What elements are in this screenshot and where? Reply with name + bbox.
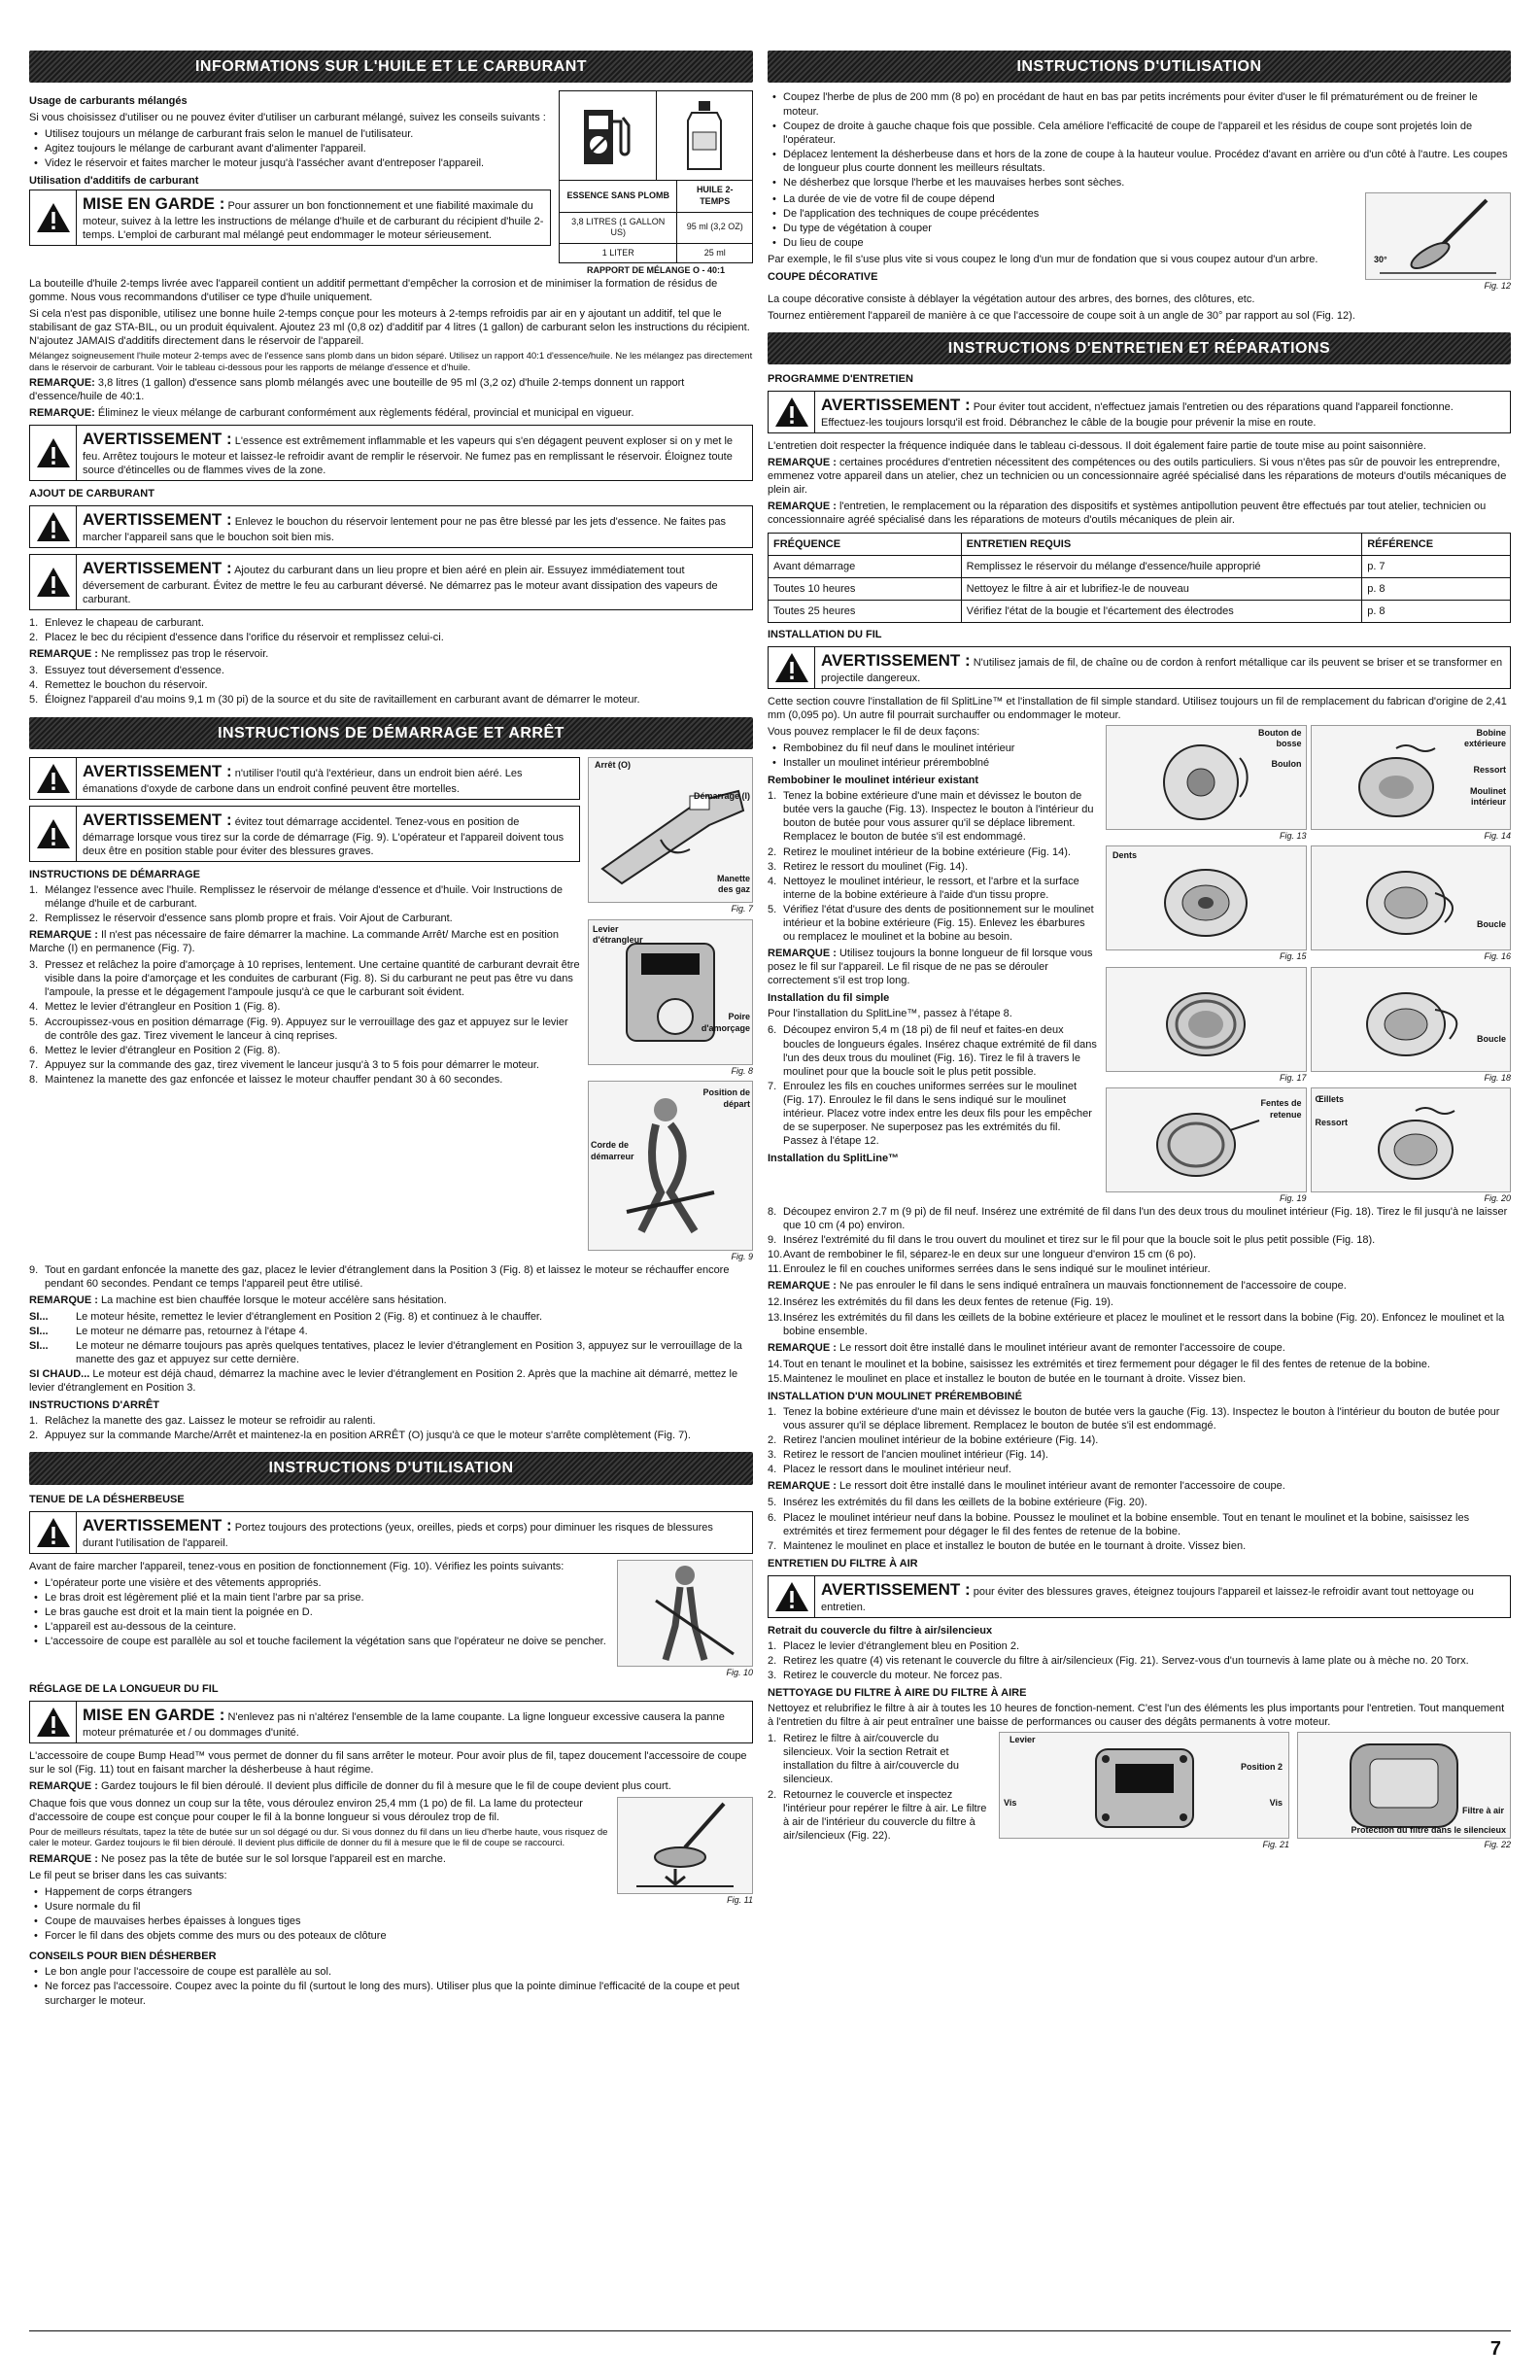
mix-intro: Si vous choisissez d'utiliser ou ne pouvez éviter d'utiliser un carburant mélangé, suivez les conseils suivants : [29,111,546,123]
start-figures: Arrêt (O) Démarrage (I) Manette des gaz Fig. 7 Levier d'étrangleur Poire d'amorçage Fig. 8 Position de départ Corde de démarreur Fig. 9 [588,757,753,1263]
mix-bullets [29,127,551,170]
warning-box: AVERTISSEMENT : N'utilisez jamais de fil, de chaîne ou de cordon à renfort métallique car ils peuvent se briser et se transformer en projectile dangereux. [768,646,1511,689]
install-bullets [768,742,1098,770]
list-item: • Coupez de droite à gauche chaque fois que possible. Cela améliore l'efficacité de coupe de l'appareil et les résidus de coupe sont projetés loin de l'opérateur. [768,120,1511,147]
fig16: Boucle Fig. 16 [1311,845,1512,963]
list-item: 5. Vérifiez l'état d'usure des dents de positionnement sur le moulinet intérieur et la bobine extérieure (Fig. 15). Enlevez les ébarbures ou remplacez le moulinet et la bobine au besoin. [768,903,1094,943]
line-section: Chaque fois que vous donnez un coup sur la tête, vous déroulez environ 25,4 mm (1 po) de fil. La lame du protecteur d'accessoire de coupe est conçue pour couper le fil à la bonne longueur si vous déroulez trop de fil. Pour de meilleurs résultats, tapez la tête de butée sur un sol dégagé ou dur. Si vous donnez du fil dans un lieu d'herbe haute, vous risquez de caler le moteur. Gardez toujours le fil bien déroulé. Il devient plus difficile de donner du fil à mesure que le fil de coupe se raccourci. REMARQUE : Ne posez pas la tête de butée sur le sol lorsque l'appareil est en marche. Le fil peut se briser dans les cas suivants: • Happement de corps étrangers • Usure normale du fil • Coupe de mauvaises herbes épaisses à longues tiges • Forcer le fil dans des objets comme des murs ou des poteaux de clôture Fig. 11 [29,1797,753,1947]
stop-title: INSTRUCTIONS D'ARRÊT [29,1399,160,1412]
fig7-handle-diagram: Arrêt (O) Démarrage (I) Manette des gaz [588,757,753,903]
fig10-operator: Fig. 10 [617,1560,753,1679]
list-item: 2. Appuyez sur la commande Marche/Arrêt et maintenez-la en position ARRÊT (O) jusqu'à ce que le moteur s'arrête complètement (Fig. 7). [29,1430,691,1442]
use-banner-left: INSTRUCTIONS D'UTILISATION [29,1452,753,1484]
simple-title: Installation du fil simple [768,992,890,1005]
start-banner: INSTRUCTIONS DE DÉMARRAGE ET ARRÊT [29,717,753,749]
list-item: 4. Mettez le levier d'étrangleur en Position 1 (Fig. 8). [29,1001,281,1014]
caution-box [29,190,551,246]
rewind-steps [768,789,1098,944]
warning-box: AVERTISSEMENT : n'utiliser l'outil qu'à l'extérieur, dans un endroit bien aéré. Les émanations d'oxyde de carbone dans un endroit confiné peuvent être mortelles. [29,757,580,800]
remark: REMARQUE : Gardez toujours le fil bien déroulé. Il devient plus difficile de donner du fil à mesure que le fil de coupe devient plus court. [29,1780,671,1793]
use-banner-right: INSTRUCTIONS D'UTILISATION [768,51,1511,83]
page-number: 7 [1489,2338,1501,2361]
spool-figures [1106,725,1511,1205]
split-steps-final [768,1358,1511,1386]
table-row: Toutes 10 heures Nettoyez le filtre à air et lubrifiez-le de nouveau p. 8 [769,577,1511,600]
remark: REMARQUE : Il n'est pas nécessaire de faire démarrer la machine. La commande Arrêt/ Marche est en position Marche (I) en permanence (Fig. 7). [29,929,560,955]
maintenance-table [768,533,1511,623]
if-row: SI... Le moteur ne démarre toujours pas après quelques tentatives, placez le levier d'étranglement en Position 3, appuyez sur le verrouillage de la manette des gaz et appuyez sur cette dernière. [29,1339,742,1366]
if-row: SI... Le moteur hésite, remettez le levier d'étranglement en Position 2 (Fig. 8) et continuez à le chauffer. [29,1310,543,1323]
prewound-steps-cont [768,1496,1511,1552]
hold-section: Avant de faire marcher l'appareil, tenez-vous en position de fonctionnement (Fig. 10). Vérifiez les points suivants: • L'opérateur porte une visière et des vêtements appropriés. • Le bras droit est légèrement plié et la main tient l'arbre par sa prise. • Le bras gauche est droit et la main tient la poignée en D. • L'appareil est au-dessous de la ceinture. • L'accessoire de coupe est parallèle au sol et touche facilement la végétation sans que l'opérateur ne doive se pencher. Fig. 10 [29,1560,753,1679]
warning-triangle-icon [769,1576,815,1617]
fig22: Filtre à air Protection du filtre dans le silencieux Fig. 22 [1297,1732,1511,1851]
list-item: • Coupez l'herbe de plus de 200 mm (8 po) en procédant de haut en bas par petits incréments pour éviter d'user le fil prématurément ou de freiner le moteur. [768,90,1511,118]
filter-title: ENTRETIEN DU FILTRE À AIR [768,1557,918,1569]
list-item: • Du lieu de coupe [768,236,1357,250]
start-title: INSTRUCTIONS DE DÉMARRAGE [29,868,201,880]
remark: REMARQUE: Éliminez le vieux mélange de carburant conformément aux règlements fédéral, provincial et municipal en vigueur. [29,407,634,420]
list-item: • Utilisez toujours un mélange de carburant frais selon le manuel de l'utilisateur. [29,127,551,141]
maint-banner: INSTRUCTIONS D'ENTRETIEN ET RÉPARATIONS [768,332,1511,364]
left-column: INFORMATIONS SUR L'HUILE ET LE CARBURANT Usage de carburants mélangés Si vous choisissez d'utiliser ou ne pouvez éviter d'utiliser un carburant mélangé, suivez les conseils suivants : • Utilisez toujours un mélange de carburant frais selon le manuel de l'utilisateur. • Agitez toujours le mélange de carburant avant d'alimenter l'appareil. • Videz le réservoir et faites marcher le moteur jusqu'à l'assécher avant d'entreposer l'appareil. Utilisation d'additifs de carburant MISE EN GARDE : Pour assurer un bon fonctionnement et une fiabilité maximale du moteur, suivez à la lettre les instructions de mélange d'huile et de carburant du récipient d'huile 2-temps. L'emploi de carburant mal mélangé peut endommager le moteur sérieusement. ESSENCE SANS PLOMB HUILE 2-TEMPS 3,8 LITRES (1 GALLON US) 95 ml (3,2 OZ) 1 LITER 25 ml RAPPORT DE MÉLANGE O - 40:1 La bouteille d'huile 2-temps livrée avec l'appareil contient un additif permettant d'empêcher la corrosion et de minimiser la formation de résidus de gomme. Nous vous recommandons d'utiliser ce type d'huile uniquement. Si cela n'est pas disponible, utilisez une bonne huile 2-temps conçue pour les moteurs à 2-temps refroidis par air en y ajoutant un additif, tel que le stabilisant de gaz STA-BIL, ou un produit équivalent. Ajoutez 23 ml (0,8 oz) d'additif par 4 litres (1 gallon) de carburant selon les instructions du récipient. N'ajoutez JAMAIS d'additifs directement dans le réservoir de l'appareil. Mélangez soigneusement l'huile moteur 2-temps avec de l'essence sans plomb dans un bidon séparé. Utilisez un rapport 40:1 d'essence/huile. Ne les mélangez pas directement dans le réservoir de carburant. Voir le tableau ci-dessous pour les rapports de mélange d'essence et d'huile. REMARQUE: 3,8 litres (1 gallon) d'essence sans plomb mélangés avec une bouteille de 95 ml (3,2 oz) d'huile 2-temps donnent un rapport d'essence/huile de 40:1. REMARQUE: Éliminez le vieux mélange de carburant conformément aux règlements fédéral, provincial et municipal en vigueur. AVERTISSEMENT : L'essence est extrêmement inflammable et les vapeurs qui s'en dégagent peuvent exploser si on y met le feu. Arrêtez toujours le moteur et laissez-le refroidir avant de remplir le réservoir. Ne fumez pas en remplissant le réservoir. Éloignez toute source d'étincelles ou de flammes vives de la zone. AJOUT DE CARBURANT AVERTISSEMENT : Enlevez le bouchon du réservoir lentement pour ne pas être blessé par les jets d'essence. Ne faites pas marcher l'appareil sans que le bouchon soit bien mis. AVERTISSEMENT : Ajoutez du carburant dans un lieu propre et bien aéré en plein air. Essuyez immédiatement tout déversement de carburant. Évitez de mettre le feu au carburant déversé. Ne démarrez pas le moteur avant dissipation des vapeurs de carburant. 1. Enlevez le chapeau de carburant. 2. Placez le bec du récipient d'essence dans l'orifice du réservoir et remplissez celui-ci. REMARQUE : Ne remplissez pas trop le réservoir. 3. Essuyez tout déversement d'essence. 4. Remettez le bouchon du réservoir. 5. Éloignez l'appareil d'au moins 9,1 m (30 pi) de la source et du site de ravitaillement en carburant avant de démarrer le moteur. INSTRUCTIONS DE DÉMARRAGE ET ARRÊT AVERTISSEMENT : n'utiliser l'outil qu'à l'extérieur, dans un endroit bien aéré. Les émanations d'oxyde de carbone dans un endroit confiné peuvent être mortelles. AVERTISSEMENT : évitez tout démarrage accidentel. Tenez-vous en position de démarrage lorsque vous tirez sur la corde de démarrage (Fig. 9). L'opérateur et l'appareil doivent tous deux être en position stable pour éviter des blessures graves. INSTRUCTIONS DE DÉMARRAGE 1. Mélangez l'essence avec l'huile. Remplissez le réservoir de mélange d'essence et d'huile. Voir Instructions de mélange d'huile et de carburant. 2. Remplissez le réservoir d'essence sans plomb propre et frais. Voir Ajout de Carburant. REMARQUE : Il n'est pas nécessaire de faire démarrer la machine. La commande Arrêt/ Marche est en position Marche (I) en permanence (Fig. 7). 3. Pressez et relâchez la poire d'amorçage à 10 reprises, lentement. Une certaine quantité de carburant devrait être visible dans la poire d'amorçage et les conduites de carburant (Fig. 8). Si du carburant ne peut pas être vu dans l'ampoule, la presse et le dégagement l'ampoule jusqu'à ce que le carburant soit évident. 4. Mettez le levier d'étrangleur en Position 1 (Fig. 8). 5. Accroupissez-vous en position démarrage (Fig. 9). Appuyez sur le verrouillage des gaz et appuyez sur le levier de contrôle des gaz. Tirez vivement le lanceur à cinq reprises. 6. Mettez le levier d'étrangleur en Position 2 (Fig. 8). 7. Appuyez sur la commande des gaz, tirez vivement le lanceur jusqu'à 3 to 5 fois pour démarrer le moteur. 8. Maintenez la manette des gaz enfoncée et laissez le moteur chauffer pendant 30 à 60 secondes. Arrêt (O) Démarrage (I) Manette des gaz Fig. 7 Levier d'étrangleur Poire d'amorçage Fig. 8 Position de départ Corde de démarreur Fig. 9 9. Tout en gardant enfoncée la manette des gaz, placez le levier d'étranglement dans la Position 3 (Fig. 8) et laissez le moteur se réchauffer encore pendant 60 secondes. Pendant ce temps l'appareil peut être utilisé. REMARQUE : La machine est bien chauffée lorsque le moteur accélère sans hésitation. SI... Le moteur hésite, remettez le levier d'étranglement en Position 2 (Fig. 8) et continuez à le chauffer. SI... Le moteur ne démarre pas, retournez à l'étape 4. SI... Le moteur ne démarre toujours pas après quelques tentatives, placez le levier d'étranglement en Position 3, appuyez sur le verrouillage de la manette des gaz et appuyez sur cette dernière. SI CHAUD... Le moteur est déjà chaud, démarrez la machine avec le levier d'étranglement en Position 2. Après que la machine ait démarré, mettez le levier d'étranglement en Position 3. INSTRUCTIONS D'ARRÊT 1. Relâchez la manette des gaz. Laissez le moteur se refroidir au ralenti. 2. Appuyez sur la commande Marche/Arrêt et maintenez-la en position ARRÊT (O) jusqu'à ce que le moteur s'arrête complètement (Fig. 7). INSTRUCTIONS D'UTILISATION TENUE DE LA DÉSHERBEUSE AVERTISSEMENT : Portez toujours des protections (yeux, oreilles, pieds et corps) pour diminuer les risques de blessures durant l'utilisation de l'appareil. Avant de faire marcher l'appareil, tenez-vous en position de fonctionnement (Fig. 10). Vérifiez les points suivants: • L'opérateur porte une visière et des vêtements appropriés. • Le bras droit est légèrement plié et la main tient l'arbre par sa prise. • Le bras gauche est droit et la main tient la poignée en D. • L'appareil est au-dessous de la ceinture. • L'accessoire de coupe est parallèle au sol et touche facilement la végétation sans que l'opérateur ne doive se pencher. Fig. 10 RÉGLAGE DE LA LONGUEUR DU FIL MISE EN GARDE : N'enlevez pas ni n'altérez l'ensemble de la lame coupante. La ligne longueur excessive causera la panne moteur prématurée et / ou dommages d'unité. L'accessoire de coupe Bump Head™ vous permet de donner du fil sans arrêter le moteur. Pour avoir plus de fil, tapez doucement l'accessoire de coupe sur le sol (Fig. 11) tout en faisant marcher la désherbeuse à haut régime. REMARQUE : Gardez toujours le fil bien déroulé. Il devient plus difficile de donner du fil à mesure que le fil de coupe devient plus court. Chaque fois que vous donnez un coup sur la tête, vous déroulez environ 25,4 mm (1 po) de fil. La lame du protecteur d'accessoire de coupe est conçue pour couper le fil à la bonne longueur si vous déroulez trop de fil. Pour de meilleurs résultats, tapez la tête de butée sur un sol dégagé ou dur. Si vous donnez du fil dans un lieu d'herbe haute, vous risquez de caler le moteur. Gardez toujours le fil bien déroulé. Il devient plus difficile de donner du fil à mesure que le fil de coupe se raccourci. REMARQUE : Ne posez pas la tête de butée sur le sol lorsque l'appareil est en marche. Le fil peut se briser dans les cas suivants: • Happement de corps étrangers • Usure normale du fil • Coupe de mauvaises herbes épaisses à longues tiges • Forcer le fil dans des objets comme des murs ou des poteaux de clôture Fig. 11 CONSEILS POUR BIEN DÉSHERBER • Le bon angle pour l'accessoire de coupe est parallèle au sol. • Ne forcez pas l'accessoire. Coupez avec la pointe du fil (surtout le long des murs). Utiliser plus que la pointe diminue l'efficacité de la coupe et peut surcharger le moteur. [29,51,753,2011]
warning-box: AVERTISSEMENT : Pour éviter tout accident, n'effectuez jamais l'entretien ou des réparations quand l'appareil fonctionne. Effectuez-les toujours lorsqu'il est froid. Débranchez le câble de la bougie pour prévenir la mise en route. [768,391,1511,433]
list-item: 4. Remettez le bouchon du réservoir. [29,679,208,692]
addfuel-steps [29,616,753,644]
fuel-pump-icon [560,91,657,180]
fig14: Bobine extérieure Ressort Moulinet intérieur Fig. 14 [1311,725,1512,843]
list-item: 4. Nettoyez le moulinet intérieur, le ressort, et l'arbre et la surface interne de la bobine extérieure à l'aide d'un tissu propre. [768,875,1079,901]
tips-bullets [29,1965,753,2007]
list-item: 3. Retirez le ressort du moulinet (Fig. 14). [768,860,969,873]
list-item: 10. Avant de rembobiner le fil, séparez-le en deux sur une longueur d'environ 15 cm (6 po). [768,1249,1197,1261]
remark: REMARQUE : La machine est bien chauffée lorsque le moteur accélère sans hésitation. [29,1293,447,1306]
list-item: • Déplacez lentement la désherbeuse dans et hors de la zone de coupe à la hauteur voulue. Procédez d'avant en arrière ou d'un côté à l'autre. Les coupes de longueur plus courte donnent les meilleurs résultats. [768,148,1511,175]
caution-box: MISE EN GARDE : N'enlevez pas ni n'altérez l'ensemble de la lame coupante. La ligne longueur excessive causera la panne moteur prématurée et / ou dommages d'unité. [29,1701,753,1743]
list-item: • Ne forcez pas l'accessoire. Coupez avec la pointe du fil (surtout le long des murs). Utiliser plus que la pointe diminue l'efficacité de la coupe et peut surcharger le moteur. [29,1980,753,2007]
list-item: • Videz le réservoir et faites marcher le moteur jusqu'à l'assécher avant d'entreposer l'appareil. [29,156,551,170]
list-item: • La durée de vie de votre fil de coupe dépend [768,192,1357,206]
warning-box: AVERTISSEMENT : L'essence est extrêmement inflammable et les vapeurs qui s'en dégagent peuvent exploser si on y met le feu. Arrêtez toujours le moteur et laissez-le refroidir avant de remplir le réservoir. Ne fumez pas en remplissant le réservoir. Éloignez toute source d'étincelles ou de flammes vives de la zone. [29,425,753,481]
right-column: INSTRUCTIONS D'UTILISATION • Coupez l'herbe de plus de 200 mm (8 po) en procédant de haut en bas par petits incréments pour éviter d'user le fil prématurément ou de freiner le moteur. • Coupez de droite à gauche chaque fois que possible. Cela améliore l'efficacité de coupe de l'appareil et les résidus de coupe sont projetés loin de l'opérateur. • Déplacez lentement la désherbeuse dans et hors de la zone de coupe à la hauteur voulue. Procédez d'avant en arrière ou d'un côté à l'autre. Les coupes de longueur plus courte donnent les meilleurs résultats. • Ne désherbez que lorsque l'herbe et les mauvaises herbes sont sèches. • La durée de vie de votre fil de coupe dépend • De l'application des techniques de coupe précédentes • Du type de végétation à couper • Du lieu de coupe Par exemple, le fil s'use plus vite si vous coupez le long d'un mur de fondation que si vous coupez autour d'un arbre. COUPE DÉCORATIVE 30° Fig. 12 La coupe décorative consiste à déblayer la végétation autour des arbres, des bornes, des clôtures, etc. Tournez entièrement l'appareil de manière à ce que l'accessoire de coupe soit à un angle de 30° par rapport au sol (Fig. 12). INSTRUCTIONS D'ENTRETIEN ET RÉPARATIONS PROGRAMME D'ENTRETIEN AVERTISSEMENT : Pour éviter tout accident, n'effectuez jamais l'entretien ou des réparations quand l'appareil fonctionne. Effectuez-les toujours lorsqu'il est froid. Débranchez le câble de la bougie pour prévenir la mise en route. L'entretien doit respecter la fréquence indiquée dans le tableau ci-dessous. Il doit également faire partie de toute mise au point saisonnière. REMARQUE : certaines procédures d'entretien nécessitent des compétences ou des outils particuliers. Si vous n'êtes pas sûr de pouvoir les entreprendre, emmenez votre appareil dans un atelier, chez un technicien ou un concessionnaire agréé spécialisé dans les réparations de moteurs d'outils mécaniques de plein air. REMARQUE : l'entretien, le remplacement ou la réparation des dispositifs et systèmes antipollution peuvent être effectués par tout atelier, technicien ou concessionnaire agréé spécialisé dans les réparations de moteurs d'outils mécaniques de plein air. FRÉQUENCE ENTRETIEN REQUIS RÉFÉRENCE Avant démarrage Remplissez le réservoir du mélange d'essence/huile approprié p. 7 Toutes 10 heures Nettoyez le filtre à air et lubrifiez-le de nouveau p. 8 Toutes 25 heures Vérifiez l'état de la bougie et l'écartement des électrodes p. 8 INSTALLATION DU FIL AVERTISSEMENT : N'utilisez jamais de fil, de chaîne ou de cordon à renfort métallique car ils peuvent se briser et se transformer en projectile dangereux. Cette section couvre l'installation de fil SplitLine™ et l'installation de fil simple standard. Utilisez toujours un fil de remplacement du fabrican d'origine de 2,41 mm (0,095 po). Un autre fil pourrait surchauffer ou endommager le moteur. Vous pouvez remplacer le fil de deux façons: • Rembobinez du fil neuf dans le moulinet intérieur • Installer un moulinet intérieur préremboblné Rembobiner le moulinet intérieur existant 1. Tenez la bobine extérieure d'une main et dévissez le bouton de butée vers la gauche (Fig. 13). Inspectez le bouton à l'intérieur du bouton de butée pour vous assurer qu'il se déplace librement. Remplacez le bouton de butée s'il est endommagé. 2. Retirez le moulinet intérieur de la bobine extérieure (Fig. 14). 3. Retirez le ressort du moulinet (Fig. 14). 4. Nettoyez le moulinet intérieur, le ressort, et l'arbre et la surface interne de la bobine extérieure à l'aide d'un tissu propre. 5. Vérifiez l'état d'usure des dents de positionnement sur le moulinet intérieur et la bobine extérieure (Fig. 15). Enlevez les ébarbures ou remplacez le moulinet et la bobine au besoin. REMARQUE : Utilisez toujours la bonne longueur de fil lorsque vous posez le fil sur l'appareil. Le fil risque de ne pas se dérouler correctement s'il est trop long. Installation du fil simple Pour l'installation du SplitLine™, passez à l'étape 8. 6. Découpez environ 5,4 m (18 pi) de fil neuf et faites-en deux boucles de longueurs égales. Insérez chaque extrémité de fil dans l'un des deux trous du moulinet (Fig. 16). Tirez le fil à travers le moulinet pour que la boucle soit le plus petit possible. 7. Enroulez les fils en couches uniformes serrées sur le moulinet (Fig. 17). Enroulez le fil dans le sens indiqué sur le moulinet intérieur. Placez votre index entre les deux fils pour les empêcher de se superposer. Ne superposez pas les extrémités du fil. Passez à l'étape 12. Installation du SplitLine™ Bouton de bosse Boulon Fig. 13 Bobine extérieure Ressort Moulinet intérieur Fig. 14 Dents Fig. 15 Boucle Fig. 16 Fig. 17 Boucle Fig. 18 Fentes de retenue Fig. 19 Œillets Ressort Fig. 20 8. Découpez environ 2.7 m (9 pi) de fil neuf. Insérez une extrémité de fil dans l'un des deux trous du moulinet intérieur (Fig. 18). Tirez le fil jusqu'à ne laisser que 10 cm (4 po) environ. 9. Insérez l'extrémité du fil dans le trou ouvert du moulinet et tirez sur le fil pour que la boucle soit le plus petit possible (Fig. 18). 10. Avant de rembobiner le fil, séparez-le en deux sur une longueur d'environ 15 cm (6 po). 11. Enroulez le fil en couches uniformes serrées dans le sens indiqué sur le moulinet intérieur. REMARQUE : Ne pas enrouler le fil dans le sens indiqué entraînera un mauvais fonctionnement de l'accessoire de coupe. 12. Insérez les extrémités du fil dans les deux fentes de retenue (Fig. 19). 13. Insérez les extrémités du fil dans les œillets de la bobine extérieure et placez le moulinet et le ressort dans la bobine (Fig. 20). Enfoncez le moulinet et la bobine ensemble. REMARQUE : Le ressort doit être installé dans le moulinet intérieur avant de remonter l'accessoire de coupe. 14. Tout en tenant le moulinet et la bobine, saisissez les extrémités et tirez fermement pour dégager le fil des fentes de retenue de la bobine. 15. Maintenez le moulinet en place et installez le bouton de butée en le tournant à droite. Vissez bien. INSTALLATION D'UN MOULINET PRÉREMBOBINÉ 1. Tenez la bobine extérieure d'une main et dévissez le bouton de butée vers la gauche (Fig. 13). Inspectez le bouton à l'intérieur du bouton de butée pour vous assurer qu'il se déplace librement. Remplacez le bouton de butée s'il est endommagé. 2. Retirez l'ancien moulinet intérieur de la bobine extérieure (Fig. 14). 3. Retirez le ressort de l'ancien moulinet intérieur (Fig. 14). 4. Placez le ressort dans le moulinet intérieur neuf. REMARQUE : Le ressort doit être installé dans le moulinet intérieur avant de remonter l'accessoire de coupe. 5. Insérez les extrémités du fil dans les œillets de la bobine extérieure (Fig. 20). 6. Placez le moulinet intérieur neuf dans la bobine. Poussez le moulinet et la bobine ensemble. Tout en tenant le moulinet et la bobine, saisissez les extrémités et tirez fermement pour dégager le fil des fentes de retenue de la bobine. 7. Maintenez le moulinet en place et installez le bouton de butée en le tournant à droite. Vissez bien. ENTRETIEN DU FILTRE À AIR AVERTISSEMENT : pour éviter des blessures graves, éteignez toujours l'appareil et laissez-le refroidir avant tout nettoyage ou entretien. Retrait du couvercle du filtre à air/silencieux 1. Placez le levier d'étranglement bleu en Position 2. 2. Retirez les quatre (4) vis retenant le couvercle du filtre à air/silencieux (Fig. 21). Servez-vous d'un tournevis à lame plate ou à mèche no. 20 Torx. 3. Retirez le couvercle du moteur. Ne forcez pas. NETTOYAGE DU FILTRE À AIRE DU FILTRE À AIRE Nettoyez et relubrifiez le filtre à air à toutes les 10 heures de fonction-nement. C'est l'un des éléments les plus importants pour l'entretien. Tout manquement à l'entretien du filtre à air peut entraîner une baisse de performances ou causer des dégâts permanents à votre moteur. 1. Retirez le filtre à air/couvercle du silencieux. Voir la section Retrait et installation du filtre à air/couvercle du silencieux. 2. Retournez le couvercle et inspectez l'intérieur pour repérer le filtre à air. Le filtre à air de l'intérieur du couvercle du filtre à air/silencieux (Fig. 22). Levier Position 2 Vis Vis Fig. 21 Filtre à air Protection du filtre dans le silencieux Fig. 22 [768,51,1511,1851]
additive-title: Utilisation d'additifs de carburant [29,174,199,187]
start-steps-cont [29,958,580,1087]
deco-title: COUPE DÉCORATIVE [768,271,878,284]
warning-triangle-icon [30,758,77,799]
list-item: 12. Insérez les extrémités du fil dans les deux fentes de retenue (Fig. 19). [768,1296,1113,1309]
remark: REMARQUE : l'entretien, le remplacement ou la réparation des dispositifs et systèmes antipollution peuvent être effectués par tout atelier, technicien ou concessionnaire agréé spécialisé dans les réparations de moteurs d'outils mécaniques de plein air. [768,500,1487,527]
warning-box: AVERTISSEMENT : pour éviter des blessures graves, éteignez toujours l'appareil et laissez-le refroidir avant tout nettoyage ou entretien. [768,1575,1511,1618]
table-row: Avant démarrage Remplissez le réservoir du mélange d'essence/huile approprié p. 7 [769,555,1511,577]
footer-rule [29,2330,1511,2331]
list-item: 9. Insérez l'extrémité du fil dans le trou ouvert du moulinet et tirez sur le fil pour que la boucle soit le plus petit possible (Fig. 18). [768,1234,1376,1247]
addfuel-steps-cont [29,664,753,707]
install-title: INSTALLATION DU FIL [768,628,882,640]
list-item: 6. Placez le moulinet intérieur neuf dans la bobine. Poussez le moulinet et la bobine ensemble. Tout en tenant le moulinet et la bobine, saisissez les extrémités et tirez fermement pour dégager le fil des fentes de retenue de la bobine. [768,1511,1470,1537]
list-item: • Ne désherbez que lorsque l'herbe et les mauvaises herbes sont sèches. [768,176,1511,190]
fig18: Boucle Fig. 18 [1311,967,1512,1085]
list-item: 8. Maintenez la manette des gaz enfoncée et laissez le moteur chauffer pendant 30 à 60 secondes. [29,1073,503,1086]
warning-triangle-icon [769,392,815,432]
list-item: 5. Accroupissez-vous en position démarrage (Fig. 9). Appuyez sur le verrouillage des gaz et appuyez sur le levier de contrôle des gaz. Tirez vivement le lanceur à cinq reprises. [29,1016,568,1042]
mix-ratio-figure [559,90,753,276]
list-item: • Agitez toujours le mélange de carburant avant d'alimenter l'appareil. [29,142,551,155]
table-row: Toutes 25 heures Vérifiez l'état de la bougie et l'écartement des électrodes p. 8 [769,600,1511,622]
prewound-steps [768,1405,1511,1476]
list-item: 3. Retirez le ressort de l'ancien moulinet intérieur (Fig. 14). [768,1449,1048,1462]
remark: REMARQUE : Ne pas enrouler le fil dans le sens indiqué entraînera un mauvais fonctionnement de l'accessoire de coupe. [768,1280,1347,1293]
clean-section [768,1732,1511,1851]
install-section: Vous pouvez remplacer le fil de deux façons: • Rembobinez du fil neuf dans le moulinet intérieur • Installer un moulinet intérieur préremboblné Rembobiner le moulinet intérieur existant 1. Tenez la bobine extérieure d'une main et dévissez le bouton de butée vers la gauche (Fig. 13). Inspectez le bouton à l'intérieur du bouton de butée pour vous assurer qu'il se déplace librement. Remplacez le bouton de butée s'il est endommagé. 2. Retirez le moulinet intérieur de la bobine extérieure (Fig. 14). 3. Retirez le ressort du moulinet (Fig. 14). 4. Nettoyez le moulinet intérieur, le ressort, et l'arbre et la surface interne de la bobine extérieure à l'aide d'un tissu propre. 5. Vérifiez l'état d'usure des dents de positionnement sur le moulinet intérieur et la bobine extérieure (Fig. 15). Enlevez les ébarbures ou remplacez le moulinet et la bobine au besoin. REMARQUE : Utilisez toujours la bonne longueur de fil lorsque vous posez le fil sur l'appareil. Le fil risque de ne pas se dérouler correctement s'il est trop long. Installation du fil simple Pour l'installation du SplitLine™, passez à l'étape 8. 6. Découpez environ 5,4 m (18 pi) de fil neuf et faites-en deux boucles de longueurs égales. Insérez chaque extrémité de fil dans l'un des deux trous du moulinet (Fig. 16). Tirez le fil à travers le moulinet pour que la boucle soit le plus petit possible. 7. Enroulez les fils en couches uniformes serrées sur le moulinet (Fig. 17). Enroulez le fil dans le sens indiqué sur le moulinet intérieur. Placez votre index entre les deux fils pour les empêcher de se superposer. Ne superposez pas les extrémités du fil. Passez à l'étape 12. Installation du SplitLine™ Bouton de bosse Boulon Fig. 13 Bobine extérieure Ressort Moulinet intérieur Fig. 14 Dents Fig. 15 Boucle Fig. 16 Fig. 17 Boucle Fig. 18 Fentes de retenue Fig. 19 Œillets Ressort Fig. 20 [768,725,1511,1205]
list-item: 1. Retirez le filtre à air/couvercle du silencieux. Voir la section Retrait et installation du filtre à air/couvercle du silencieux. [768,1733,959,1786]
cut-bullets-cont [768,192,1357,250]
fig20: Œillets Ressort Fig. 20 [1311,1087,1512,1205]
fig9-start-position: Position de départ Corde de démarreur [588,1081,753,1251]
list-item: • L'appareil est au-dessous de la ceinture. [29,1620,609,1634]
hold-bullets [29,1576,609,1648]
fig8-choke-diagram: Levier d'étrangleur Poire d'amorçage [588,919,753,1065]
list-item: 1. Tenez la bobine extérieure d'une main et dévissez le bouton de butée vers la gauche (Fig. 13). Inspectez le bouton à l'intérieur du bouton de butée pour vous assurer qu'il se déplace librement. Remplacez le bouton de butée s'il est endommagé. [768,1405,1500,1432]
list-item: • Le bon angle pour l'accessoire de coupe est parallèle au sol. [29,1965,753,1979]
list-item: • Le bras droit est légèrement plié et la main tient l'arbre par sa prise. [29,1591,609,1604]
additive-paragraph: Si cela n'est pas disponible, utilisez une bonne huile 2-temps conçue pour les moteurs à 2-temps refroidis par air en y ajoutant un additif, tel que le stabilisant de gaz STA-BIL, ou un produit équivalent. Ajoutez 23 ml (0,8 oz) d'additif par 4 litres (1 gallon) de carburant selon les instructions du récipient. N'ajoutez JAMAIS d'additifs directement dans le réservoir de l'appareil. [29,307,750,347]
mix-ratio-caption: RAPPORT DE MÉLANGE O - 40:1 [586,265,726,276]
deco-section: • La durée de vie de votre fil de coupe dépend • De l'application des techniques de coupe précédentes • Du type de végétation à couper • Du lieu de coupe Par exemple, le fil s'use plus vite si vous coupez le long d'un mur de fondation que si vous coupez autour d'un arbre. COUPE DÉCORATIVE 30° Fig. 12 [768,192,1511,293]
remark: REMARQUE : Le ressort doit être installé dans le moulinet intérieur avant de remonter l'accessoire de coupe. [768,1480,1285,1493]
warning-box: AVERTISSEMENT : évitez tout démarrage accidentel. Tenez-vous en position de démarrage lorsque vous tirez sur la corde de démarrage (Fig. 9). L'opérateur et l'appareil doivent tous deux être en position stable pour éviter des blessures graves. [29,806,580,862]
list-item: • Du type de végétation à couper [768,222,1357,235]
list-item: 1. Enlevez le chapeau de carburant. [29,617,204,630]
remark: REMARQUE : Ne remplissez pas trop le réservoir. [29,648,269,661]
start-section [29,757,753,1263]
warning-box: AVERTISSEMENT : Portez toujours des protections (yeux, oreilles, pieds et corps) pour diminuer les risques de blessures durant l'utilisation de l'appareil. [29,1511,753,1554]
remark: REMARQUE : certaines procédures d'entretien nécessitent des compétences ou des outils particuliers. Si vous n'êtes pas sûr de pouvoir les entreprendre, emmenez votre appareil dans un atelier, chez un technicien ou un concessionnaire agréé spécialisé dans les réparations de moteurs d'outils mécaniques de plein air. [768,457,1507,497]
list-item: 2. Retirez l'ancien moulinet intérieur de la bobine extérieure (Fig. 14). [768,1434,1099,1447]
list-item: • Le bras gauche est droit et la main tient la poignée en D. [29,1605,609,1619]
split-steps [768,1205,1511,1276]
mix-ratio-table: ESSENCE SANS PLOMB HUILE 2-TEMPS 3,8 LITRES (1 GALLON US) 95 ml (3,2 OZ) 1 LITER 25 ml [559,180,753,263]
clean-steps [768,1732,991,1843]
list-item: • Forcer le fil dans des objets comme des murs ou des poteaux de clôture [29,1929,609,1943]
remove-steps [768,1639,1511,1682]
warning-triangle-icon [30,807,77,861]
list-item: 3. Essuyez tout déversement d'essence. [29,665,224,677]
warning-triangle-icon [30,190,77,245]
remove-title: Retrait du couvercle du filtre à air/silencieux [768,1624,993,1637]
if-row: SI... Le moteur ne démarre pas, retournez à l'étape 4. [29,1325,308,1337]
if-hot-row: SI CHAUD... Le moteur est déjà chaud, démarrez la machine avec le levier d'étranglement en Position 2. Après que la machine ait démarré, mettez le levier d'étranglement en Position 3. [29,1368,738,1395]
list-item: • Installer un moulinet intérieur préremboblné [768,756,1098,770]
list-item: 15. Maintenez le moulinet en place et installez le bouton de butée en le tournant à droite. Vissez bien. [768,1372,1247,1385]
warning-triangle-icon [30,506,77,547]
warning-box: AVERTISSEMENT : Enlevez le bouchon du réservoir lentement pour ne pas être blessé par les jets d'essence. Ne faites pas marcher l'appareil sans que le bouchon soit bien mis. [29,505,753,548]
fig21: Levier Position 2 Vis Vis Fig. 21 [999,1732,1289,1851]
remark: REMARQUE : Le ressort doit être installé dans le moulinet intérieur avant de remonter l'accessoire de coupe. [768,1341,1285,1354]
list-item: 2. Retirez le moulinet intérieur de la bobine extérieure (Fig. 14). [768,845,1071,858]
list-item: 2. Retirez les quatre (4) vis retenant le couvercle du filtre à air/silencieux (Fig. 21). Servez-vous d'un tournevis à lame plate ou à mèche no. 20 Torx. [768,1654,1469,1667]
list-item: 14. Tout en tenant le moulinet et la bobine, saisissez les extrémités et tirez fermement pour dégager le fil des fentes de retenue de la bobine. [768,1358,1430,1370]
mix-section [29,90,753,276]
simple-steps [768,1023,1098,1148]
list-item: 7. Enroulez les fils en couches uniformes serrées sur le moulinet (Fig. 17). Enroulez le fil dans le sens indiqué sur le moulinet intérieur. Placez votre index entre les deux fils pour les empêcher de se superposer. Ne superposez pas les extrémités du fil. Passez à l'étape 12. [768,1080,1092,1148]
remark: REMARQUE: 3,8 litres (1 gallon) d'essence sans plomb mélangés avec une bouteille de 95 ml (3,2 oz) d'huile 2-temps donnent un rapport d'essence/huile de 40:1. [29,377,685,403]
caution-text: Pour assurer un bon fonctionnement et une fiabilité maximale du moteur, suivez à la lettre les instructions de mélange d'huile et de carburant du récipient d'huile 2-temps. L'emploi de carburant mal mélangé peut endommager le moteur sérieusement. [83,199,544,241]
list-item: • Usure normale du fil [29,1900,609,1914]
list-item: 1. Tenez la bobine extérieure d'une main et dévissez le bouton de butée vers la gauche (Fig. 13). Inspectez le bouton à l'intérieur du bouton de butée pour vous assurer qu'il se déplace librement. Remplacez le bouton de butée s'il est endommagé. [768,790,1094,844]
hold-title: TENUE DE LA DÉSHERBEUSE [29,1493,185,1505]
caution-heading: MISE EN GARDE : [83,193,225,213]
list-item: 11. Enroulez le fil en couches uniformes serrées dans le sens indiqué sur le moulinet intérieur. [768,1263,1211,1276]
list-item: 5. Éloignez l'appareil d'au moins 9,1 m (30 pi) de la source et du site de ravitaillement en carburant avant de démarrer le moteur. [29,694,640,707]
warning-box: AVERTISSEMENT : Ajoutez du carburant dans un lieu propre et bien aéré en plein air. Essuyez immédiatement tout déversement de carburant. Évitez de mettre le feu au carburant déversé. Ne démarrez pas le moteur avant dissipation des vapeurs de carburant. [29,554,753,610]
list-item: 7. Appuyez sur la commande des gaz, tirez vivement le lanceur jusqu'à 3 to 5 fois pour démarrer le moteur. [29,1058,539,1071]
list-item: • De l'application des techniques de coupe précédentes [768,207,1357,221]
list-item: 2. Remplissez le réservoir d'essence sans plomb propre et frais. Voir Ajout de Carburant. [29,912,453,924]
list-item: 9. Tout en gardant enfoncée la manette des gaz, placez le levier d'étranglement dans la Position 3 (Fig. 8) et laissez le moteur se réchauffer encore pendant 60 secondes. Pendant ce temps l'appareil peut être utilisé. [29,1263,730,1290]
cut-bullets [768,90,1511,190]
stop-steps [29,1414,753,1442]
line-title: RÉGLAGE DE LA LONGUEUR DU FIL [29,1683,219,1696]
list-item: 2. Placez le bec du récipient d'essence dans l'orifice du réservoir et remplissez celui-ci. [29,632,444,644]
list-item: 13. Insérez les extrémités du fil dans les œillets de la bobine extérieure et placez le moulinet et le ressort dans la bobine (Fig. 20). Enfoncez le moulinet et la bobine ensemble. [768,1311,1505,1337]
list-item: • Coupe de mauvaises herbes épaisses à longues tiges [29,1914,609,1928]
list-item: 5. Insérez les extrémités du fil dans les œillets de la bobine extérieure (Fig. 20). [768,1497,1147,1509]
list-item: • Happement de corps étrangers [29,1885,609,1899]
start-steps [29,883,580,925]
list-item: 8. Découpez environ 2.7 m (9 pi) de fil neuf. Insérez une extrémité de fil dans l'un des deux trous du moulinet intérieur (Fig. 18). Tirez le fil jusqu'à ne laisser que 10 cm (4 po) environ. [768,1205,1508,1232]
list-item: • L'accessoire de coupe est parallèle au sol et touche facilement la végétation sans que l'opérateur ne doive se pencher. [29,1635,609,1648]
fig13: Bouton de bosse Boulon Fig. 13 [1106,725,1307,843]
fig11-bump-head: Fig. 11 [617,1797,753,1947]
oil-bottle-icon [657,91,753,180]
list-item: 7. Maintenez le moulinet en place et installez le bouton de butée en le tournant à droite. Vissez bien. [768,1539,1247,1552]
remark: REMARQUE : Utilisez toujours la bonne longueur de fil lorsque vous posez le fil sur l'appareil. Le fil risque de ne pas se dérouler correctement s'il est trop long. [768,948,1093,987]
split-title: Installation du SplitLine™ [768,1153,900,1165]
fig17: Fig. 17 [1106,967,1307,1085]
list-item: 4. Placez le ressort dans le moulinet intérieur neuf. [768,1464,1011,1476]
additive-note: Mélangez soigneusement l'huile moteur 2-temps avec de l'essence sans plomb dans un bidon séparé. Utilisez un rapport 40:1 d'essence/huile. Ne les mélangez pas directement dans le réservoir de carburant. Voir le tableau ci-dessous pour les rapports de mélange d'essence et d'huile. [29,350,753,373]
start-steps-final [29,1263,753,1291]
split-steps-cont [768,1295,1511,1337]
list-item: 2. Retournez le couvercle et inspectez l'intérieur pour repérer le filtre à air. Le filtre à air de l'intérieur du couvercle du filtre à air/silencieux (Fig. 22). [768,1788,987,1842]
rewind-title: Rembobiner le moulinet intérieur existant [768,775,978,787]
list-item: 3. Retirez le couvercle du moteur. Ne forcez pas. [768,1669,1003,1681]
fig19: Fentes de retenue Fig. 19 [1106,1087,1307,1205]
warning-triangle-icon [30,1702,77,1742]
table-header-row: FRÉQUENCE ENTRETIEN REQUIS RÉFÉRENCE [769,533,1511,555]
list-item: 6. Mettez le levier d'étrangleur en Position 2 (Fig. 8). [29,1044,281,1056]
list-item: 6. Découpez environ 5,4 m (18 pi) de fil neuf et faites-en deux boucles de longueurs égales. Insérez chaque extrémité de fil dans l'un des deux trous du moulinet (Fig. 16). Tirez le fil à travers le moulinet pour que la boucle soit le plus petit possible. [768,1024,1097,1078]
prog-title: PROGRAMME D'ENTRETIEN [768,373,913,386]
additive-paragraph: La bouteille d'huile 2-temps livrée avec l'appareil contient un additif permettant d'empêcher la corrosion et de minimiser la formation de résidus de gomme. Nous vous recommandons d'utiliser ce type d'huile uniquement. [29,277,718,303]
list-item: 1. Mélangez l'essence avec l'huile. Remplissez le réservoir de mélange d'essence et d'huile. Voir Instructions de mélange d'huile et de carburant. [29,883,564,910]
list-item: • L'opérateur porte une visière et des vêtements appropriés. [29,1576,609,1590]
mix-title: Usage de carburants mélangés [29,95,188,108]
fuel-banner: INFORMATIONS SUR L'HUILE ET LE CARBURANT [29,51,753,83]
break-bullets [29,1885,609,1943]
tips-title: CONSEILS POUR BIEN DÉSHERBER [29,1950,217,1963]
warning-triangle-icon [30,555,77,609]
fig15: Dents Fig. 15 [1106,845,1307,963]
list-item: 3. Pressez et relâchez la poire d'amorçage à 10 reprises, lentement. Une certaine quantité de carburant devrait être visible dans la poire d'amorçage et les conduites de carburant (Fig. 8). Si du carburant ne peut pas être vu dans l'ampoule, la presse et le dégagement l'ampoule jusqu'à ce que le carburant soit évident. [29,959,580,999]
prewound-title: INSTALLATION D'UN MOULINET PRÉREMBOBINÉ [768,1390,1022,1402]
warning-triangle-icon [769,647,815,688]
list-item: 1. Relâchez la manette des gaz. Laissez le moteur se refroidir au ralenti. [29,1415,376,1428]
fig12-angle: 30° Fig. 12 [1365,192,1511,293]
clean-title: NETTOYAGE DU FILTRE À AIRE DU FILTRE À AIRE [768,1686,1027,1699]
remark: REMARQUE : Ne posez pas la tête de butée sur le sol lorsque l'appareil est en marche. [29,1852,446,1865]
warning-triangle-icon [30,426,77,480]
list-item: 1. Placez le levier d'étranglement bleu en Position 2. [768,1639,1020,1652]
warning-triangle-icon [30,1512,77,1553]
addfuel-title: AJOUT DE CARBURANT [29,488,154,500]
list-item: • Rembobinez du fil neuf dans le moulinet intérieur [768,742,1098,755]
